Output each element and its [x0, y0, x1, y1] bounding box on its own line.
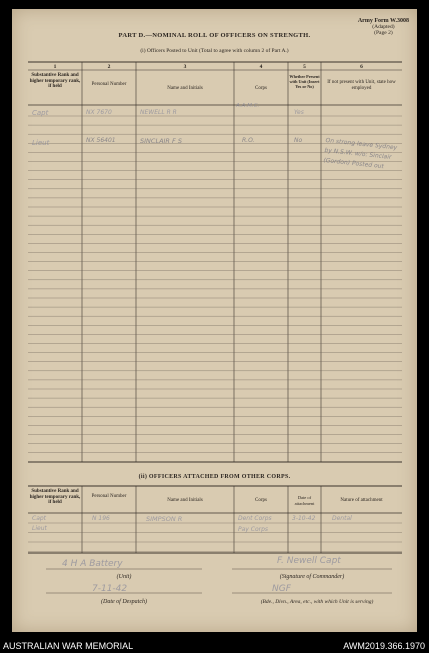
row1-rank: Capt	[32, 109, 49, 117]
form-adapted-note: (Adapted)	[372, 24, 395, 30]
header-personal-number: Personal Number	[91, 82, 127, 87]
header-employed: If not present with Unit, state how employed	[327, 80, 396, 91]
attached-header-number: Personal Number	[91, 494, 127, 499]
attached-row1-corps: Dent Corps	[238, 515, 272, 522]
roll-table-grid	[12, 9, 417, 632]
row1-name: NEWELL R R	[140, 109, 177, 116]
row1-number: NX 7670	[86, 109, 112, 116]
signature-value: F. Newell Capt	[277, 556, 341, 566]
header-name-initials: Name and Initials	[167, 86, 203, 91]
form-page	[12, 9, 417, 632]
col-number-2: 2	[107, 64, 111, 70]
row1-present: Yes	[294, 109, 304, 116]
attached-header-rank: Substantive Rank and higher temporary rank, if held	[29, 489, 81, 506]
part-d-title: PART D.—NOMINAL ROLL OF OFFICERS ON STRENGTH.	[118, 32, 311, 39]
archive-caption	[0, 635, 429, 653]
row2-employment: On strong leave Sydney by N.S.W. w/o: Sinclair (Gordon) Posted out	[323, 136, 398, 171]
part-d-subtitle: (i) Officers Posted to Unit (Total to agree with column 2 of Part A.)	[140, 48, 289, 54]
attached-header-nature: Nature of attachment	[340, 498, 383, 503]
attached-row1-rank: Capt	[32, 515, 47, 522]
attached-row2-corps: Pay Corps	[238, 526, 269, 533]
attached-header-corps: Corps	[255, 498, 267, 503]
row2-corps: R.O.	[242, 137, 255, 144]
header-present: Whether Present with Unit (Insert Yes or No)	[289, 74, 320, 89]
row2-number: NX 56401	[86, 137, 116, 144]
signature-label: (Signature of Commander)	[279, 574, 345, 580]
despatch-date-value: 7-11-42	[92, 584, 128, 594]
attached-row1-nature: Dental	[332, 515, 352, 522]
area-value: NGF	[272, 584, 291, 594]
col-number-6: 6	[360, 64, 363, 70]
unit-label: (Unit)	[116, 574, 132, 580]
attached-row1-date: 3-10-42	[292, 515, 316, 522]
col-number-1: 1	[53, 64, 57, 70]
caption-institution: AUSTRALIAN WAR MEMORIAL	[3, 641, 134, 651]
row2-rank: Lieut	[32, 139, 50, 147]
row2-name: SINCLAIR F S	[140, 137, 182, 145]
form-page-number: (Page 2)	[374, 30, 393, 36]
col-number-5: 5	[303, 64, 306, 70]
attached-row1-number: N 196	[92, 515, 110, 522]
attached-row2-rank: Lieut	[32, 525, 47, 532]
col-number-3: 3	[183, 64, 187, 70]
army-form-number: Army Form W.3008	[357, 18, 409, 24]
despatch-date-label: (Date of Despatch)	[101, 599, 147, 605]
unit-value: 4 H A Battery	[62, 559, 123, 569]
col-number-4: 4	[259, 64, 263, 70]
header-corps: Corps	[255, 86, 267, 91]
attached-officers-title: (ii) OFFICERS ATTACHED FROM OTHER CORPS.	[138, 474, 291, 480]
caption-accession-number: AWM2019.366.1970	[343, 641, 425, 651]
row1-corps: A.A.M.C.	[236, 103, 260, 109]
attached-header-date: Date of attachment	[294, 495, 315, 506]
attached-row1-name: SIMPSON R	[146, 515, 183, 523]
area-label: (Bde., Divn., Area, etc., with which Unit is serving)	[260, 599, 374, 605]
attached-header-name: Name and Initials	[167, 498, 203, 503]
header-rank: Substantive Rank and higher temporary rank, if held	[29, 73, 81, 90]
row2-present: No	[294, 137, 303, 144]
